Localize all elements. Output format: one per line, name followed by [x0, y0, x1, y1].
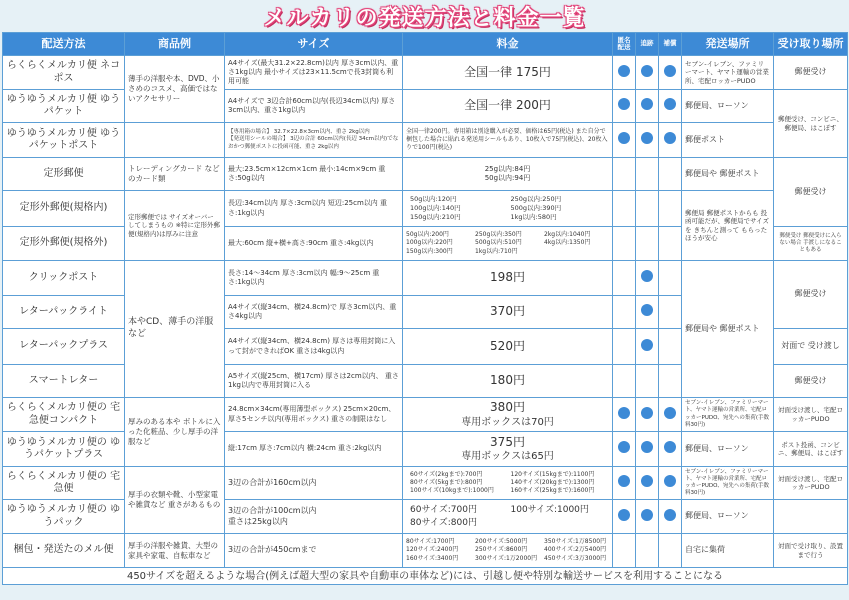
size-line: 重さは25kg以内 [228, 516, 288, 526]
header-item: 商品例 [125, 33, 225, 56]
place-cell: セブン-イレブン、ファミリーマート、ヤマト運輸の営業所、宅配ロッカーPUDO、宛先への集荷(手数料30円) [682, 467, 774, 500]
dot-icon [618, 441, 630, 453]
price-item: 120サイズ(15kgまで):1100円 [510, 470, 595, 478]
anon-cell [613, 432, 636, 467]
price-text: 520円 [490, 338, 525, 353]
comp-cell [659, 467, 682, 500]
comp-cell [659, 534, 682, 568]
anon-cell [613, 534, 636, 568]
anon-cell [613, 467, 636, 500]
price-line: 50g以内:94円 [484, 174, 531, 182]
price-cell [403, 158, 613, 191]
method-cell: らくらくメルカリ便の 宅急便コンパクト [3, 398, 125, 432]
anon-cell [613, 500, 636, 534]
track-cell [636, 467, 659, 500]
size-line: 3辺の合計が100cm以内 [228, 506, 317, 516]
comp-cell [659, 398, 682, 432]
recv-cell: 対面受け渡し、宅配ロッカーPUDO [774, 467, 848, 500]
price-item: 400サイズ:2万5400円 [544, 546, 607, 554]
price-line: 専用ボックスは70円 [461, 416, 554, 428]
item-cell [125, 123, 225, 158]
table-row [3, 534, 848, 568]
method-cell: スマートレター [3, 365, 125, 398]
price-cell [403, 329, 613, 365]
method-cell: クリックポスト [3, 261, 125, 296]
method-cell: ゆうゆうメルカリ便 ゆうパケット [3, 90, 125, 123]
comp-cell [659, 500, 682, 534]
anon-cell [613, 365, 636, 398]
comp-cell [659, 90, 682, 123]
item-cell: トレーディングカード などのカード類 [125, 158, 225, 191]
price-item: 500g以内:390円 [510, 204, 562, 213]
track-cell [636, 261, 659, 296]
method-cell: レターパックライト [3, 296, 125, 329]
price-item: 1kg以内:580円 [510, 212, 557, 221]
track-cell [636, 398, 659, 432]
comp-cell [659, 296, 682, 329]
price-item: 100g以内:140円 [410, 204, 461, 213]
size-line: 【専用箱の場合】 32.7×22.8×3cm以内、重さ 2kg以内 [228, 129, 370, 136]
method-cell: ゆうゆうメルカリ便の ゆうパケットプラス [3, 432, 125, 467]
price-cell [403, 227, 613, 261]
price-item: 2kg以内:1040円 [544, 231, 591, 239]
table-row [3, 467, 848, 500]
price-item: 140サイズ(20kgまで):1300円 [510, 478, 595, 486]
dot-icon [618, 98, 630, 110]
anon-cell [613, 90, 636, 123]
item-cell: 薄手の洋服や本、DVD、小さめのコスメ、高価ではないアクセサリー [125, 56, 225, 123]
price-item: 300サイズ:1万2000円 [475, 554, 538, 562]
method-cell: 梱包・発送たのメル便 [3, 534, 125, 568]
method-cell: 定形外郵便(規格内) [3, 191, 125, 227]
item-cell: 厚手の洋服や雑貨、大型の家具や家電、自転車など [125, 534, 225, 568]
price-item: 80サイズ:1700円 [406, 538, 455, 546]
recv-cell: 郵便受け [774, 56, 848, 90]
price-item: 80サイズ(5kgまで):800円 [410, 478, 483, 486]
price-line: 25g以内:84円 [484, 164, 531, 173]
price-cell [403, 296, 613, 329]
price-cell [403, 90, 613, 123]
anon-cell [613, 261, 636, 296]
dot-icon [618, 509, 630, 521]
place-cell: 郵便局、ローソン [682, 432, 774, 467]
comp-cell [659, 365, 682, 398]
place-cell: 郵便局 郵便ポストからも 投函可能だが、郵便局でサイズを きちんと測って もらったほうが安心 [682, 191, 774, 261]
comp-cell [659, 191, 682, 227]
dot-icon [664, 475, 676, 487]
header-place: 発送場所 [682, 33, 774, 56]
size-cell: A5サイズ(縦25cm、横17cm) 厚さは2cm以内、 重さ1kg以内で専用封筒に入る [225, 365, 403, 398]
price-text: 370円 [490, 304, 525, 319]
dot-icon [641, 509, 653, 521]
dot-icon [641, 339, 653, 351]
size-cell: A4サイズ(縦34cm、横24.8cm)で 厚さ3cm以内、重さ4kg以内 [225, 296, 403, 329]
recv-cell: 郵便受け [774, 365, 848, 398]
anon-cell [613, 56, 636, 90]
dot-icon [641, 407, 653, 419]
price-item: 100g以内:220円 [406, 239, 453, 247]
dot-icon [618, 407, 630, 419]
track-cell [636, 432, 659, 467]
comp-cell [659, 432, 682, 467]
recv-cell: 郵便受け [774, 158, 848, 227]
size-cell: 3辺の合計が160cm以内 [225, 467, 403, 500]
track-cell [636, 500, 659, 534]
price-grid [406, 538, 609, 562]
price-grid [406, 471, 609, 495]
page-title-text: メルカリの発送方法と料金一覧 [263, 5, 586, 31]
method-cell: レターパックプラス [3, 329, 125, 365]
header-method: 配送方法 [3, 33, 125, 56]
price-item: 150g以内:300円 [406, 247, 453, 255]
page-title [0, 0, 849, 32]
place-cell: 郵便ポスト [682, 123, 774, 158]
header-anon: 匿名配送 [613, 33, 636, 56]
price-item: 250g以内:250円 [510, 195, 562, 204]
anon-cell [613, 398, 636, 432]
price-cell [403, 432, 613, 467]
place-cell: セブン-イレブン、ファミリーマート、ヤマト運輸の営業所、宅配ロッカーPUDO [682, 56, 774, 90]
item-cell: 定形郵便では サイズオーバー してしまうもの ※特に定形外郵便(規格内)は厚みに注意 [125, 191, 225, 261]
size-cell [225, 123, 403, 158]
shipping-table [2, 32, 848, 585]
method-cell: 定形外郵便(規格外) [3, 227, 125, 261]
size-cell: 3辺の合計が450cmまで [225, 534, 403, 568]
price-item: 100サイズ:1000円 [510, 505, 589, 516]
price-item: 160サイズ:3400円 [406, 554, 459, 562]
header-track: 追跡 [636, 33, 659, 56]
price-text: 198円 [490, 270, 525, 285]
price-item: 50g以内:200円 [406, 231, 449, 239]
price-text: 全国一律 175円 [464, 64, 551, 79]
method-cell: ゆうゆうメルカリ便の ゆうパック [3, 500, 125, 534]
header-comp: 補償 [659, 33, 682, 56]
price-item: 160サイズ(25kgまで):1600円 [510, 487, 595, 495]
table-row [3, 398, 848, 432]
price-cell [403, 467, 613, 500]
price-item: 60サイズ:700円 [410, 505, 477, 516]
place-cell: 郵便局や 郵便ポスト [682, 261, 774, 398]
track-cell [636, 158, 659, 191]
size-cell: 最大:60cm 縦+横+高さ:90cm 重さ:4kg以内 [225, 227, 403, 261]
price-item: 150g以内:210円 [410, 212, 461, 221]
track-cell [636, 365, 659, 398]
table-footer-row [3, 568, 848, 585]
comp-cell [659, 227, 682, 261]
price-item: 50g以内:120円 [410, 195, 457, 204]
place-cell: セブン-イレブン、ファミリーマート、ヤマト運輸の営業所、宅配ロッカーPUDO、宛先への集荷(手数料30円) [682, 398, 774, 432]
track-cell [636, 191, 659, 227]
size-cell: 24.8cm×34cm(専用薄型ボックス) 25cm×20cm、厚さ5センチ以内(専用ボックス) 重さの制限はなし [225, 398, 403, 432]
dot-icon [664, 509, 676, 521]
recv-cell: 郵便受け [774, 261, 848, 329]
price-item: 350サイズ:1万8500円 [544, 538, 607, 546]
price-cell [403, 56, 613, 90]
method-cell: らくらくメルカリ便 ネコポス [3, 56, 125, 90]
price-item: 100サイズ(10kgまで):1000円 [410, 487, 494, 495]
place-cell: 郵便局や 郵便ポスト [682, 158, 774, 191]
recv-cell: 対面で 受け渡し [774, 329, 848, 365]
price-text: 180円 [490, 373, 525, 388]
price-grid [406, 231, 609, 255]
footer-note: 450サイズを超えるような場合(例えば超大型の家具や自動車の車体など)には、引越し便や特別な輸送サービスを利用することになる [3, 568, 848, 585]
comp-cell [659, 329, 682, 365]
table-row [3, 261, 848, 296]
recv-cell: 郵便受け 郵便受けに入らない場合 手渡しになることもある [774, 227, 848, 261]
size-cell: 長辺:34cm以内 厚さ:3cm以内 短辺:25cm以内 重さ:1kg以内 [225, 191, 403, 227]
price-cell [403, 191, 613, 227]
price-item: 80サイズ:800円 [410, 517, 477, 528]
method-cell: ゆうゆうメルカリ便 ゆうパケットポスト [3, 123, 125, 158]
method-cell: らくらくメルカリ便の 宅急便 [3, 467, 125, 500]
recv-cell: 対面受け渡し、宅配ロッカーPUDO [774, 398, 848, 432]
header-size: サイズ [225, 33, 403, 56]
track-cell [636, 123, 659, 158]
price-item: 250g以内:350円 [475, 231, 522, 239]
track-cell [636, 227, 659, 261]
price-item: 450サイズ:3万3000円 [544, 554, 607, 562]
comp-cell [659, 56, 682, 90]
size-cell: 長さ:14～34cm 厚さ:3cm以内 幅:9～25cm 重さ:1kg以内 [225, 261, 403, 296]
size-cell: A4サイズ(最大31.2×22.8cm)以内 厚さ3cm以内、重さ1kg以内 最小サイズは23×11.5cmで長3封筒も利用可能 [225, 56, 403, 90]
size-cell [225, 500, 403, 534]
table-row [3, 158, 848, 191]
dot-icon [664, 441, 676, 453]
track-cell [636, 90, 659, 123]
table-header [3, 33, 848, 56]
price-item: 1kg以内:710円 [475, 247, 518, 255]
place-cell: 郵便局、ローソン [682, 500, 774, 534]
recv-cell [774, 500, 848, 534]
track-cell [636, 534, 659, 568]
comp-cell [659, 261, 682, 296]
header-recv: 受け取り場所 [774, 33, 848, 56]
item-cell: 本やCD、薄手の洋服など [125, 261, 225, 398]
track-cell [636, 56, 659, 90]
comp-cell [659, 158, 682, 191]
price-item: 4kg以内:1350円 [544, 239, 591, 247]
dot-icon [664, 407, 676, 419]
size-line: 【発送用シールの場合】 3辺の合計 60cm以内(長辺 34cm以内)でなおかつ郵便ポストに投函可能、重さ 2kg以内 [228, 136, 399, 150]
item-cell: 厚手の衣類や靴、小型家電や雑貨など 重さがあるもの [125, 467, 225, 534]
recv-cell: 郵便受け、コンビニ、郵便局、はこぽす [774, 90, 848, 158]
price-line: 専用ボックスは65円 [461, 451, 554, 463]
place-cell: 郵便局、ローソン [682, 90, 774, 123]
dot-icon [664, 98, 676, 110]
price-item: 120サイズ:2400円 [406, 546, 459, 554]
price-item: 250サイズ:8600円 [475, 546, 528, 554]
price-grid [406, 195, 609, 221]
dot-icon [641, 132, 653, 144]
dot-icon [641, 475, 653, 487]
dot-icon [641, 98, 653, 110]
anon-cell [613, 227, 636, 261]
dot-icon [641, 304, 653, 316]
price-cell [403, 534, 613, 568]
dot-icon [641, 441, 653, 453]
anon-cell [613, 296, 636, 329]
price-line: 380円 [490, 400, 525, 415]
anon-cell [613, 191, 636, 227]
price-cell: 全国一律200円。専用箱は別途購入が必要、価格は65円(税込) また自分で梱包した場合に貼れる発送用シールもあり、10枚入で75円(税込)、20枚入りで100円(税込) [403, 123, 613, 158]
dot-icon [641, 65, 653, 77]
comp-cell [659, 123, 682, 158]
size-cell: 縦:17cm 厚さ:7cm以内 横:24cm 重さ:2kg以内 [225, 432, 403, 467]
anon-cell [613, 158, 636, 191]
table-row [3, 191, 848, 227]
dot-icon [618, 65, 630, 77]
dot-icon [641, 270, 653, 282]
method-cell: 定形郵便 [3, 158, 125, 191]
dot-icon [618, 475, 630, 487]
dot-icon [618, 132, 630, 144]
place-cell: 自宅に集荷 [682, 534, 774, 568]
header-price: 料金 [403, 33, 613, 56]
price-cell [403, 500, 613, 534]
table-row [3, 123, 848, 158]
dot-icon [664, 132, 676, 144]
size-cell: A4サイズ(縦34cm、横24.8cm) 厚さは専用封筒に入って封ができればOK 重さは4kg以内 [225, 329, 403, 365]
item-cell: 厚みのある本や ボトルに入った化粧品、少し厚手の洋服など [125, 398, 225, 467]
price-item: 500g以内:510円 [475, 239, 522, 247]
anon-cell [613, 123, 636, 158]
price-cell [403, 261, 613, 296]
price-cell [403, 365, 613, 398]
price-item: 200サイズ:5000円 [475, 538, 528, 546]
price-item: 60サイズ(2kgまで):700円 [410, 470, 483, 478]
price-grid [406, 504, 609, 528]
track-cell [636, 296, 659, 329]
size-cell: A4サイズで 3辺合計60cm以内(長辺34cm以内) 厚さ3cm以内、重さ1kg以内 [225, 90, 403, 123]
recv-cell: ポスト投函、コンビニ、郵便局、はこぽす [774, 432, 848, 467]
anon-cell [613, 329, 636, 365]
track-cell [636, 329, 659, 365]
dot-icon [664, 65, 676, 77]
recv-cell: 対面で受け取り、設置まで行う [774, 534, 848, 568]
price-cell [403, 398, 613, 432]
price-line: 375円 [490, 434, 525, 449]
size-cell: 最大:23.5cm×12cm×1cm 最小:14cm×9cm 重さ:50g以内 [225, 158, 403, 191]
table-row [3, 56, 848, 90]
price-text: 全国一律 200円 [464, 98, 551, 113]
